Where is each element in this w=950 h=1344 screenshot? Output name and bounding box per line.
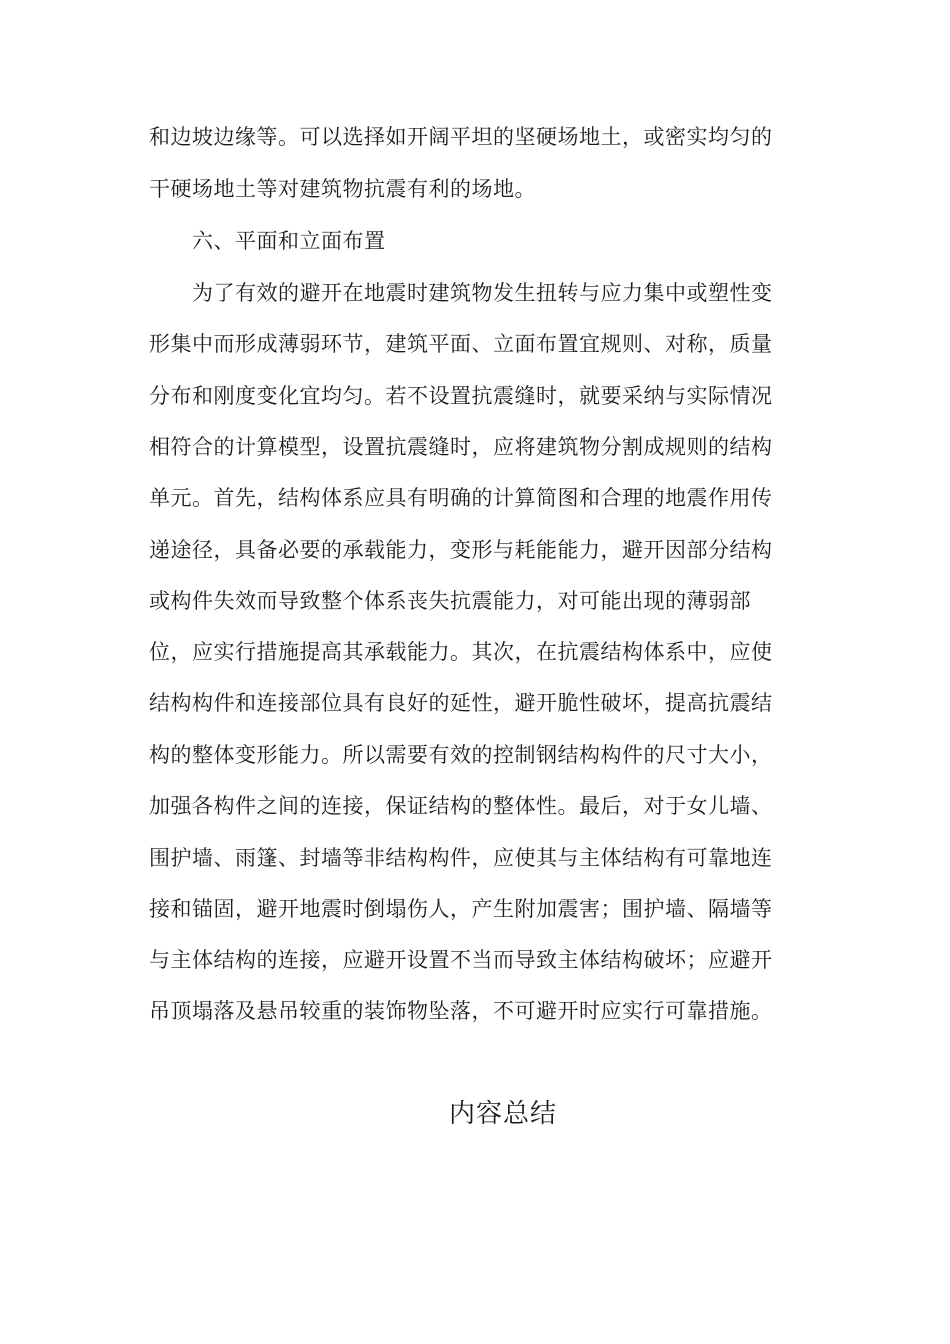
paragraph-line: 或构件失效而导致整个体系丧失抗震能力，对可能出现的薄弱部 — [149, 589, 751, 613]
paragraph-line: 位，应实行措施提高其承载能力。其次，在抗震结构体系中，应使 — [149, 640, 773, 664]
paragraph-line: 构的整体变形能力。所以需要有效的控制钢结构构件的尺寸大小， — [149, 743, 773, 767]
paragraph-line: 吊顶塌落及悬吊较重的装饰物坠落，不可避开时应实行可靠措施。 — [149, 999, 773, 1023]
section-heading: 六、平面和立面布置 — [192, 229, 386, 253]
paragraph-line: 加强各构件之间的连接，保证结构的整体性。最后，对于女儿墙、 — [149, 794, 773, 818]
paragraph-line: 接和锚固，避开地震时倒塌伤人，产生附加震害；围护墙、隔墙等 — [149, 897, 773, 921]
paragraph-line: 递途径，具备必要的承载能力，变形与耗能能力，避开因部分结构 — [149, 538, 773, 562]
paragraph-line: 形集中而形成薄弱环节，建筑平面、立面布置宜规则、对称，质量 — [149, 332, 773, 356]
paragraph-line: 相符合的计算模型，设置抗震缝时，应将建筑物分割成规则的结构 — [149, 435, 773, 459]
summary-title: 内容总结 — [448, 1099, 557, 1129]
paragraph-line: 与主体结构的连接，应避开设置不当而导致主体结构破坏；应避开 — [149, 948, 773, 972]
paragraph-line: 为了有效的避开在地震时建筑物发生扭转与应力集中或塑性变 — [192, 281, 773, 305]
paragraph-line: 分布和刚度变化宜均匀。若不设置抗震缝时，就要采纳与实际情况 — [149, 384, 773, 408]
paragraph-line: 围护墙、雨篷、封墙等非结构构件，应使其与主体结构有可靠地连 — [149, 846, 773, 870]
paragraph-line: 结构构件和连接部位具有良好的延性，避开脆性破坏，提高抗震结 — [149, 691, 773, 715]
paragraph-line: 单元。首先，结构体系应具有明确的计算简图和合理的地震作用传 — [149, 486, 773, 510]
intro-line-2: 干硬场地土等对建筑物抗震有利的场地。 — [149, 177, 536, 201]
intro-line-1: 和边坡边缘等。可以选择如开阔平坦的坚硬场地土，或密实均匀的 — [149, 125, 773, 149]
